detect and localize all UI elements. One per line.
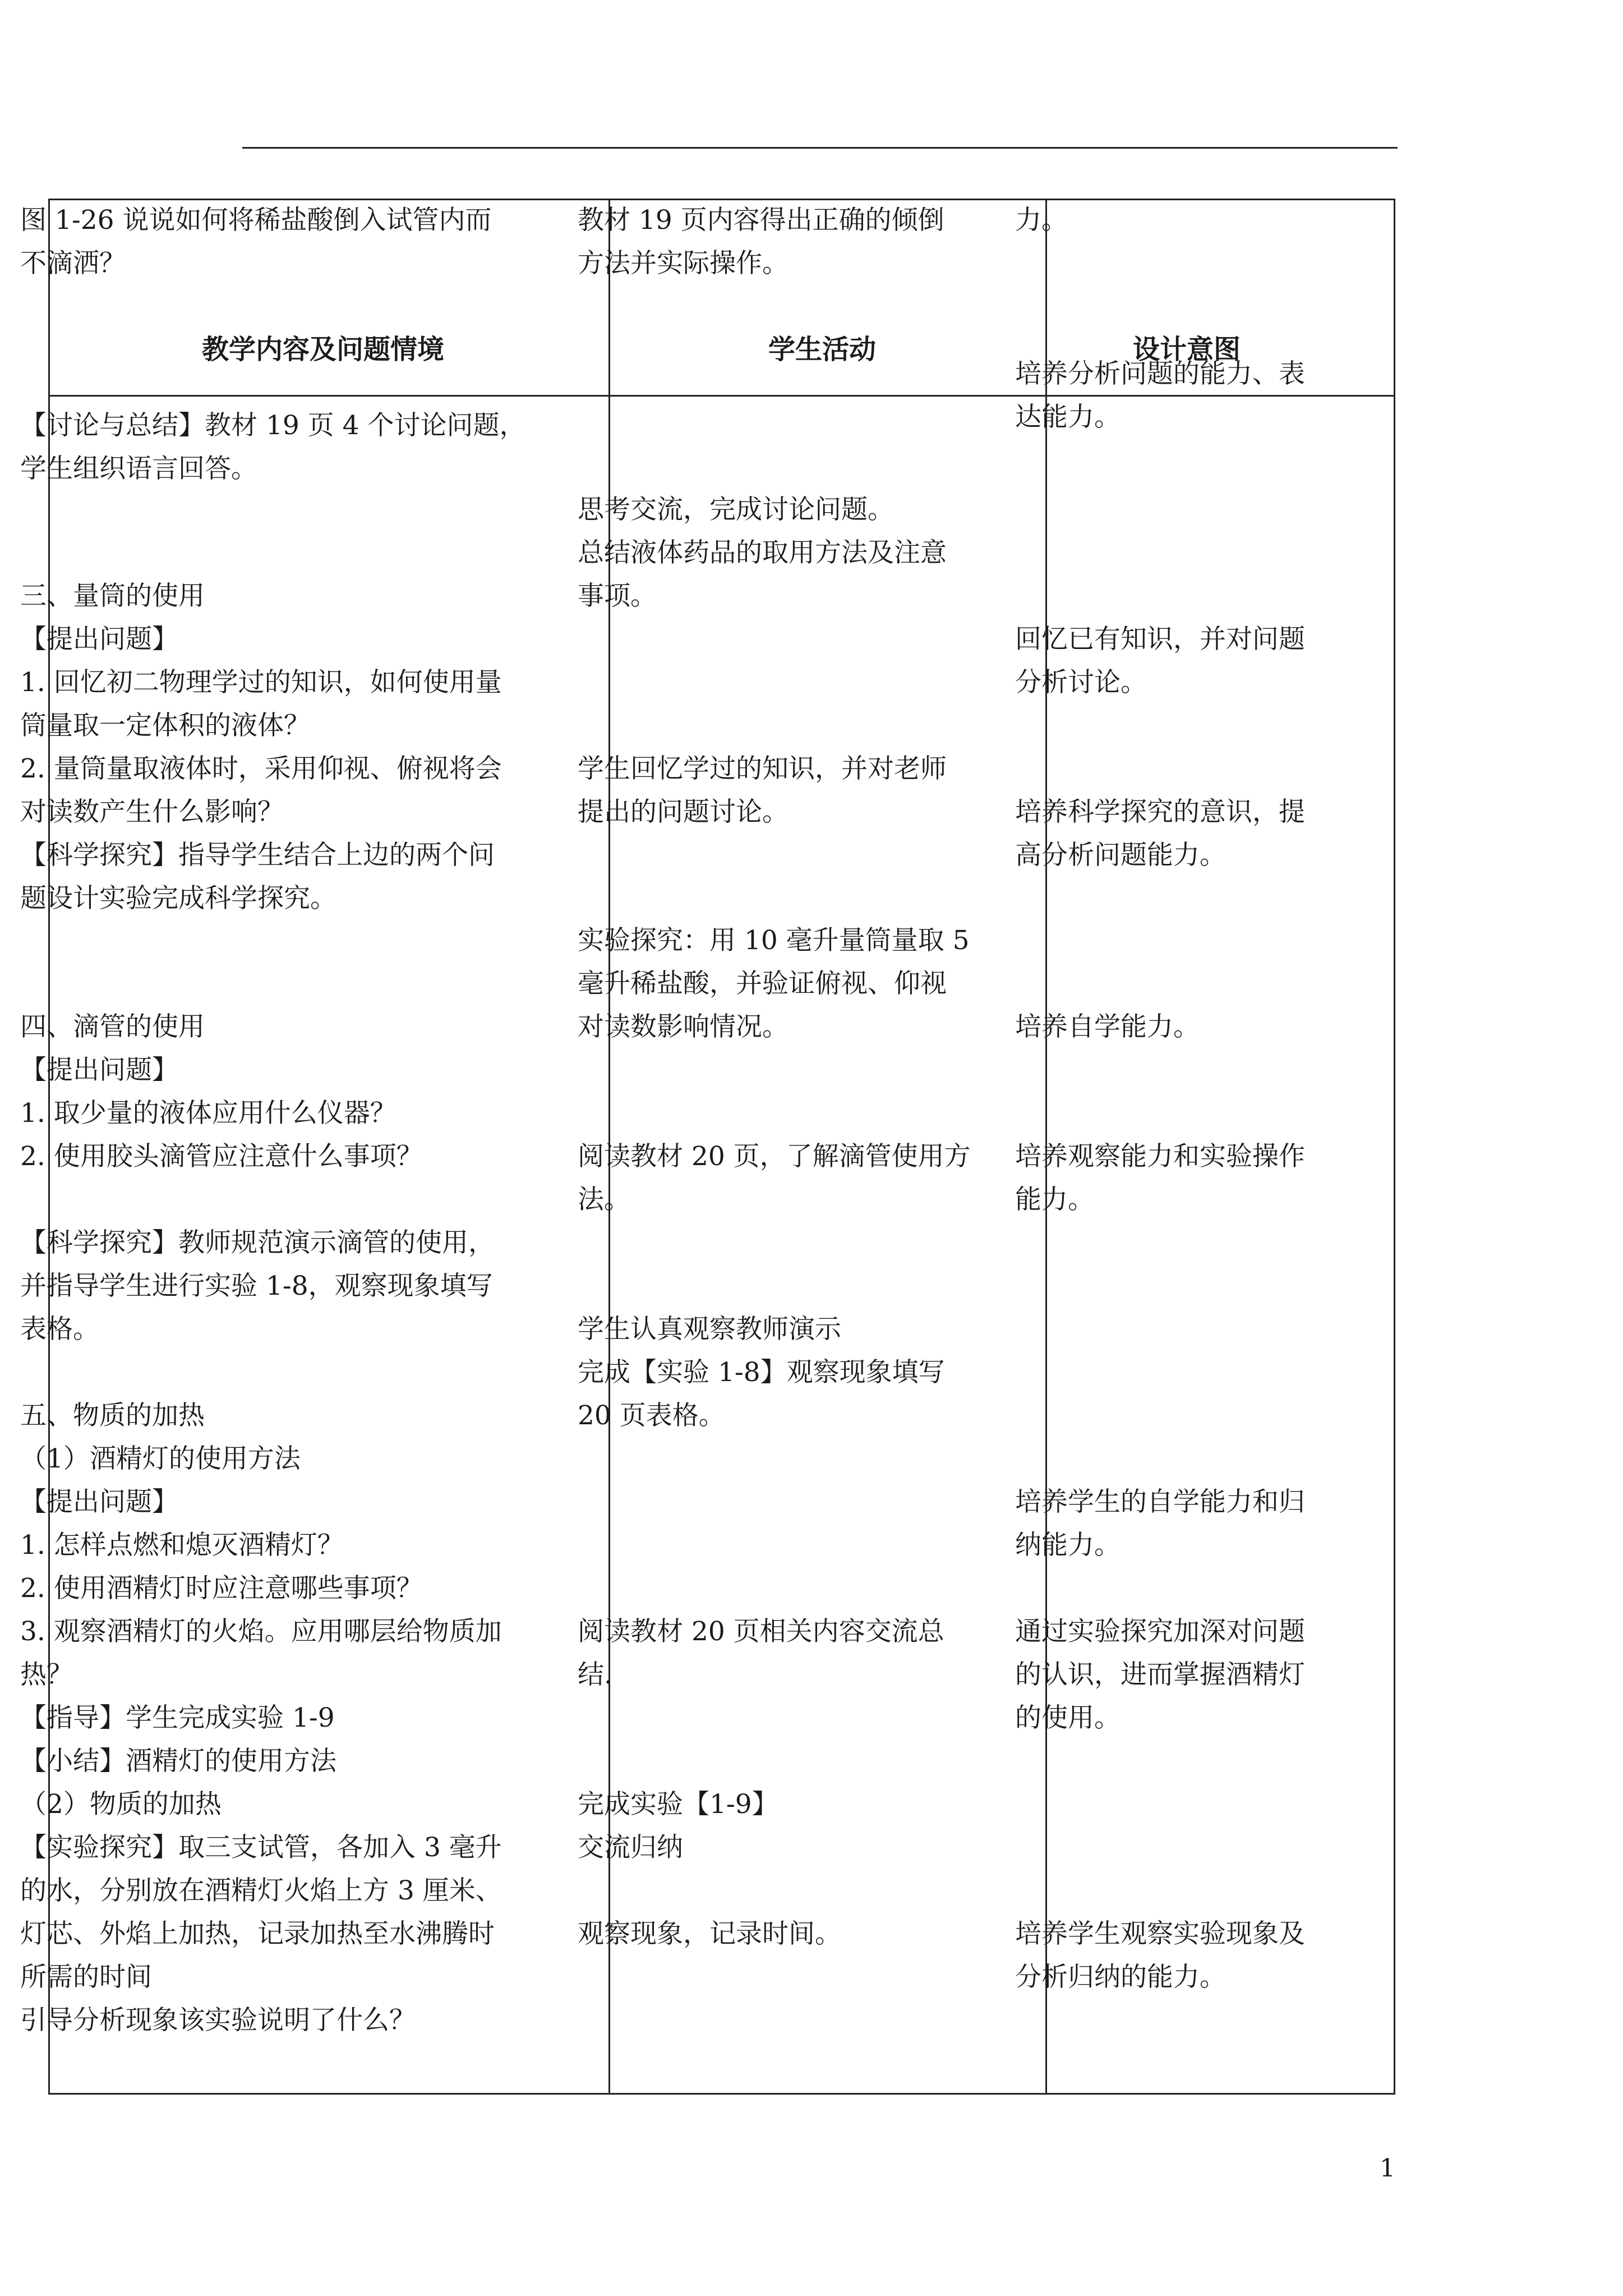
content-line: 【提出问题】: [20, 624, 178, 655]
intent-line: 的认识，进而掌握酒精灯: [1015, 1659, 1305, 1690]
header-rule: [242, 147, 1398, 149]
content-line: 五、物质的加热: [20, 1400, 205, 1431]
content-line: 学生组织语言回答。: [20, 453, 257, 484]
content-line: 3. 观察酒精灯的火焰。应用哪层给物质加: [20, 1616, 502, 1647]
content-line: 并指导学生进行实验 1-8，观察现象填写: [20, 1271, 493, 1301]
intent-line: 培养科学探究的意识，提: [1015, 797, 1305, 827]
content-line: 所需的时间: [20, 1962, 152, 1993]
activity-line: 完成实验【1-9】: [578, 1789, 778, 1820]
activity-line: 总结液体药品的取用方法及注意: [578, 537, 947, 568]
content-line: 【提出问题】: [20, 1055, 178, 1085]
content-line: 1. 回忆初二物理学过的知识，如何使用量: [20, 667, 502, 698]
content-line: 三、量筒的使用: [20, 581, 205, 611]
content-line: 2. 量筒量取液体时，采用仰视、俯视将会: [20, 753, 502, 784]
content-line: （2）物质的加热: [20, 1789, 222, 1820]
intent-line: 培养学生的自学能力和归: [1015, 1487, 1305, 1517]
intent-line: 培养观察能力和实验操作: [1015, 1141, 1305, 1172]
content-line: 热？: [20, 1659, 73, 1690]
intent-line: 回忆已有知识，并对问题: [1015, 624, 1305, 655]
activity-line: 事项。: [578, 581, 657, 611]
intent-line: 分析归纳的能力。: [1015, 1962, 1226, 1993]
activity-line: 法。: [578, 1184, 630, 1215]
intent-line: 达能力。: [1015, 402, 1121, 432]
content-line: 引导分析现象该实验说明了什么？: [20, 2005, 416, 2036]
intent-line: 能力。: [1015, 1184, 1094, 1215]
content-line: 题设计实验完成科学探究。: [20, 883, 336, 914]
content-line: 【讨论与总结】教材 19 页 4 个讨论问题，: [20, 410, 526, 441]
activity-line: 观察现象，记录时间。: [578, 1918, 841, 1949]
activity-line: 实验探究：用 10 毫升量筒量取 5: [578, 925, 970, 956]
activity-line: 思考交流，完成讨论问题。: [578, 494, 894, 525]
content-line: 1. 取少量的液体应用什么仪器？: [20, 1098, 396, 1129]
intent-line: 培养自学能力。: [1015, 1011, 1200, 1042]
activity-line: 学生回忆学过的知识，并对老师: [578, 753, 947, 784]
content-line: 【科学探究】教师规范演示滴管的使用，: [20, 1227, 495, 1258]
intent-line: 高分析问题能力。: [1015, 840, 1226, 871]
top-row-content-line-2: 不滴洒？: [20, 248, 126, 279]
content-line: 【提出问题】: [20, 1487, 178, 1517]
content-line: 【科学探究】指导学生结合上边的两个问: [20, 840, 495, 871]
content-line: 1. 怎样点燃和熄灭酒精灯？: [20, 1530, 344, 1561]
top-row-activity-line-1: 教材 19 页内容得出正确的倾倒: [578, 205, 944, 236]
intent-line: 纳能力。: [1015, 1530, 1121, 1561]
page-number: 1: [1380, 2154, 1395, 2183]
content-line: 筒量取一定体积的液体？: [20, 710, 310, 741]
activity-line: 毫升稀盐酸，并验证俯视、仰视: [578, 968, 947, 999]
intent-line: 培养分析问题的能力、表: [1015, 358, 1305, 389]
content-line: 【指导】学生完成实验 1-9: [20, 1703, 335, 1733]
content-line: 【小结】酒精灯的使用方法: [20, 1746, 336, 1777]
activity-line: 交流归纳: [578, 1832, 683, 1863]
intent-line: 的使用。: [1015, 1703, 1121, 1733]
content-line: 灯芯、外焰上加热，记录加热至水沸腾时: [20, 1918, 495, 1949]
activity-line: 完成【实验 1-8】观察现象填写: [578, 1357, 945, 1388]
content-line: 对读数产生什么影响？: [20, 797, 284, 827]
activity-line: 阅读教材 20 页，了解滴管使用方: [578, 1141, 971, 1172]
content-line: 的水，分别放在酒精灯火焰上方 3 厘米、: [20, 1875, 502, 1906]
top-row-activity-line-2: 方法并实际操作。: [578, 248, 789, 279]
header-activity: 学生活动: [768, 334, 877, 365]
activity-line: 对读数影响情况。: [578, 1011, 789, 1042]
top-row-intent-line-1: 力。: [1015, 205, 1068, 236]
activity-line: 学生认真观察教师演示: [578, 1314, 841, 1345]
intent-line: 通过实验探究加深对问题: [1015, 1616, 1305, 1647]
intent-line: 分析讨论。: [1015, 667, 1147, 698]
content-line: 四、滴管的使用: [20, 1011, 205, 1042]
intent-line: 培养学生观察实验现象及: [1015, 1918, 1305, 1949]
content-line: 表格。: [20, 1314, 99, 1345]
content-line: 【实验探究】取三支试管，各加入 3 毫升: [20, 1832, 502, 1863]
activity-line: 20 页表格。: [578, 1400, 725, 1431]
content-line: （1）酒精灯的使用方法: [20, 1443, 301, 1474]
top-row-content-line-1: 图 1-26 说说如何将稀盐酸倒入试管内而: [20, 205, 492, 236]
activity-line: 结.: [578, 1659, 612, 1690]
content-line: 2. 使用酒精灯时应注意哪些事项？: [20, 1573, 423, 1604]
activity-line: 提出的问题讨论。: [578, 797, 789, 827]
activity-line: 阅读教材 20 页相关内容交流总: [578, 1616, 944, 1647]
content-line: 2. 使用胶头滴管应注意什么事项？: [20, 1141, 423, 1172]
header-intent: 设计意图: [1133, 334, 1241, 365]
header-content: 教学内容及问题情境: [202, 334, 445, 365]
